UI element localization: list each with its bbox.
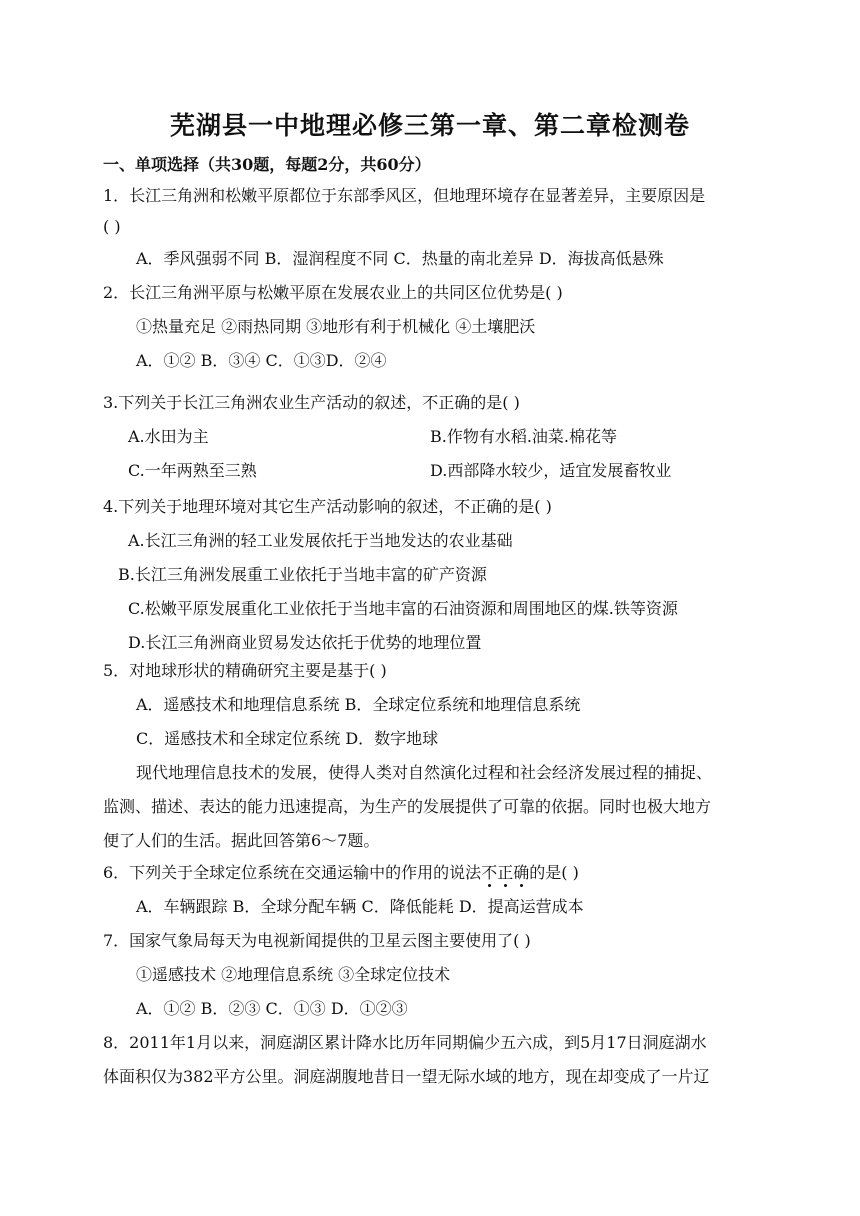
- q5-options-cd: C．遥感技术和全球定位系统 D．数字地球: [136, 729, 439, 748]
- q6-emphasis-char: 确: [513, 863, 530, 882]
- q4-option-d: D.长江三角洲商业贸易发达依托于优势的地理位置: [128, 633, 482, 652]
- q3-stem: 3.下列关于长江三角洲农业生产活动的叙述，不正确的是( ): [103, 393, 520, 412]
- q6-emphasis-char: 正: [497, 863, 514, 882]
- q1-stem: 1．长江三角洲和松嫩平原都位于东部季风区，但地理环境存在显著差异，主要原因是: [103, 186, 706, 205]
- q2-stem: 2．长江三角洲平原与松嫩平原在发展农业上的共同区位优势是( ): [103, 283, 563, 302]
- q7-options: A．①② B．②③ C．①③ D．①②③: [136, 999, 408, 1018]
- q1-paren: ( ): [103, 217, 121, 236]
- section-heading: 一、单项选择（共30题，每题2分，共60分）: [103, 155, 431, 174]
- q5-stem: 5．对地球形状的精确研究主要是基于( ): [103, 661, 387, 680]
- q7-items: ①遥感技术 ②地理信息系统 ③全球定位技术: [136, 965, 451, 984]
- q6-stem-suffix: 的是( ): [529, 863, 579, 882]
- passage-line-1: 现代地理信息技术的发展，使得人类对自然演化过程和社会经济发展过程的捕捉、: [136, 763, 713, 782]
- passage-line-3: 便了人们的生活。据此回答第6～7题。: [103, 831, 380, 850]
- q3-option-c: C.一年两熟至三熟: [128, 461, 257, 480]
- q6-options: A．车辆跟踪 B．全球分配车辆 C．降低能耗 D．提高运营成本: [136, 897, 584, 916]
- q2-items: ①热量充足 ②雨热同期 ③地形有利于机械化 ④土壤肥沃: [136, 317, 536, 336]
- q6-emphasis-char: 不: [481, 863, 498, 882]
- q3-option-d: D.西部降水较少，适宜发展畜牧业: [430, 461, 672, 480]
- q6-stem-prefix: 6．下列关于全球定位系统在交通运输中的作用的说法: [103, 863, 482, 882]
- q1-options: A．季风强弱不同 B．湿润程度不同 C．热量的南北差异 D．海拔高低悬殊: [136, 249, 664, 268]
- q3-option-a: A.水田为主: [128, 427, 209, 446]
- q6-stem: [103, 862, 579, 884]
- q7-stem: 7．国家气象局每天为电视新闻提供的卫星云图主要使用了( ): [103, 931, 531, 950]
- q8-line-1: 8．2011年1月以来，洞庭湖区累计降水比历年同期偏少五六成，到5月17日洞庭湖水: [103, 1033, 707, 1052]
- q3-option-b: B.作物有水稻.油菜.棉花等: [430, 427, 618, 446]
- page-title: 芜湖县一中地理必修三第一章、第二章检测卷: [169, 111, 690, 140]
- q4-option-a: A.长江三角洲的轻工业发展依托于当地发达的农业基础: [128, 531, 513, 550]
- passage-line-2: 监测、描述、表达的能力迅速提高，为生产的发展提供了可靠的依据。同时也极大地方: [103, 797, 712, 816]
- q4-option-b: B.长江三角洲发展重工业依托于当地丰富的矿产资源: [118, 565, 487, 584]
- q2-options: A．①② B．③④ C．①③D．②④: [136, 351, 387, 370]
- q4-stem: 4.下列关于地理环境对其它生产活动影响的叙述，不正确的是( ): [103, 497, 552, 516]
- q5-options-ab: A．遥感技术和地理信息系统 B．全球定位系统和地理信息系统: [136, 695, 581, 714]
- q4-option-c: C.松嫩平原发展重化工业依托于当地丰富的石油资源和周围地区的煤.铁等资源: [128, 599, 678, 618]
- q8-line-2: 体面积仅为382平方公里。洞庭湖腹地昔日一望无际水域的地方，现在却变成了一片辽: [103, 1067, 710, 1086]
